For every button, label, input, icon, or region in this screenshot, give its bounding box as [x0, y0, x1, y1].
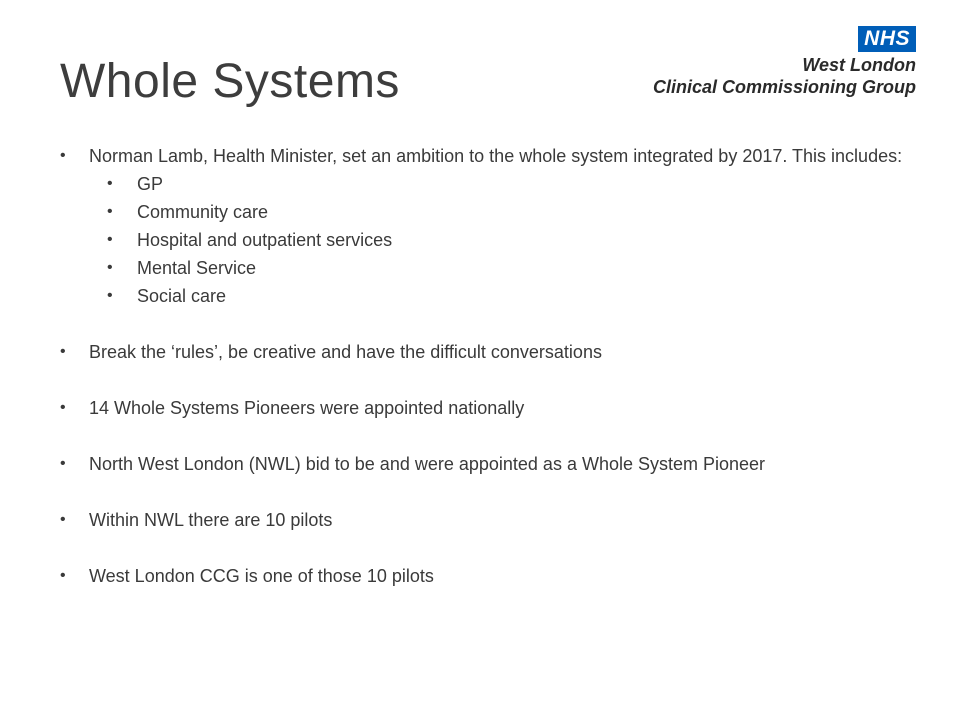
spacer: [60, 366, 910, 394]
spacer: [60, 310, 910, 338]
spacer: [60, 478, 910, 506]
bullet-item: • Norman Lamb, Health Minister, set an ambition to the whole system integrated by 2017. This includes:: [60, 142, 910, 170]
sub-bullet-item: • Community care: [60, 198, 910, 226]
spacer: [60, 534, 910, 562]
sub-bullet-item: • Hospital and outpatient services: [60, 226, 910, 254]
logo-org-name: West London: [802, 55, 916, 75]
nhs-badge: NHS: [858, 26, 916, 52]
logo-org-subtitle: Clinical Commissioning Group: [652, 77, 916, 97]
bullet-item: • Within NWL there are 10 pilots: [60, 506, 910, 534]
bullet-item: • North West London (NWL) bid to be and were appointed as a Whole System Pioneer: [60, 450, 910, 478]
bullet-item: • Break the ‘rules’, be creative and have the difficult conversations: [60, 338, 910, 366]
sub-bullet-item: • Social care: [60, 282, 910, 310]
slide-title: Whole Systems: [60, 55, 400, 108]
bullet-list: [60, 142, 910, 590]
sub-bullet-item: • GP: [60, 170, 910, 198]
bullet-item: • 14 Whole Systems Pioneers were appointed nationally: [60, 394, 910, 422]
sub-bullet-item: • Mental Service: [60, 254, 910, 282]
bullet-item: • West London CCG is one of those 10 pilots: [60, 562, 910, 590]
spacer: [60, 422, 910, 450]
nhs-west-london-logo: [626, 26, 916, 106]
